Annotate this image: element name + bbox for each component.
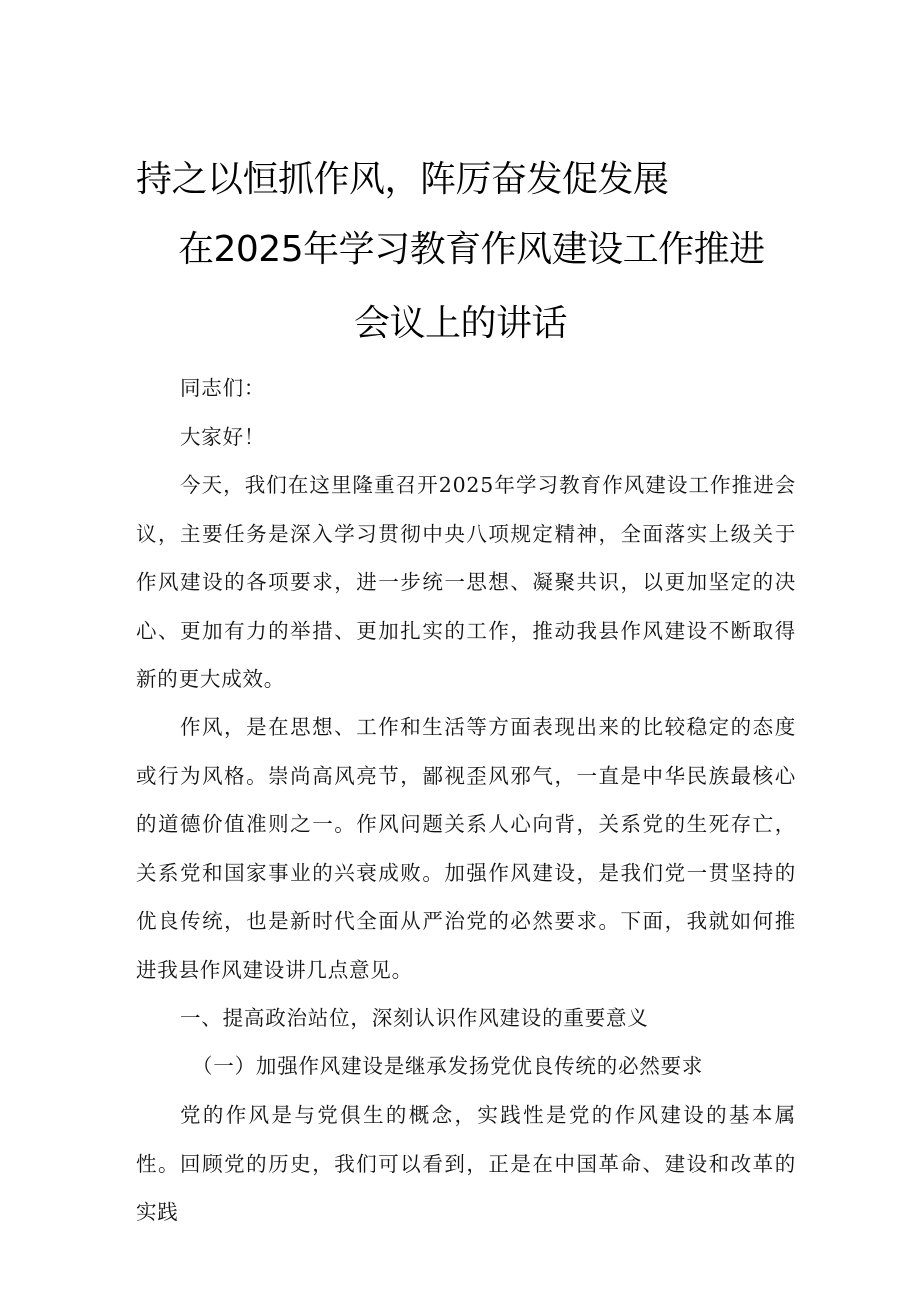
salutation: 同志们： — [180, 376, 266, 400]
paragraph-opening: 今天，我们在这里隆重召开2025年学习教育作风建设工作推进会议，主要任务是深入学习贯彻中央八项规定精神，全面落实上级关于作风建设的各项要求，进一步统一思想、凝聚共识，以更加坚定的决心、更加有力的举措、更加扎实的工作，推动我县作风建设不断取得新的更大成效。 — [136, 473, 796, 691]
paragraph-work-style: 作风，是在思想、工作和生活等方面表现出来的比较稳定的态度或行为风格。崇尚高风亮节，鄙视歪风邪气，一直是中华民族最核心的道德价值准则之一。作风问题关系人心向背，关系党的生死存亡，关系党和国家事业的兴衰成败。加强作风建设，是我们党一贯坚持的优良传统，也是新时代全面从严治党的必然要求。下面，我就如何推进我县作风建设讲几点意见。 — [136, 715, 796, 982]
title-line-3: 会议上的讲话 — [354, 303, 568, 344]
title-line-1: 持之以恒抓作风，阵厉奋发促发展 — [136, 159, 669, 200]
subsection-heading-1: （一）加强作风建设是继承发扬党优良传统的必然要求 — [192, 1054, 704, 1078]
section-heading-1: 一、提高政治站位，深刻认识作风建设的重要意义 — [180, 1006, 649, 1030]
title-line-2: 在2025年学习教育作风建设工作推进 — [178, 229, 765, 270]
paragraph-party-style: 党的作风是与党俱生的概念，实践性是党的作风建设的基本属性。回顾党的历史，我们可以看到，正是在中国革命、建设和改革的实践 — [136, 1103, 796, 1224]
greeting: 大家好！ — [180, 425, 266, 449]
